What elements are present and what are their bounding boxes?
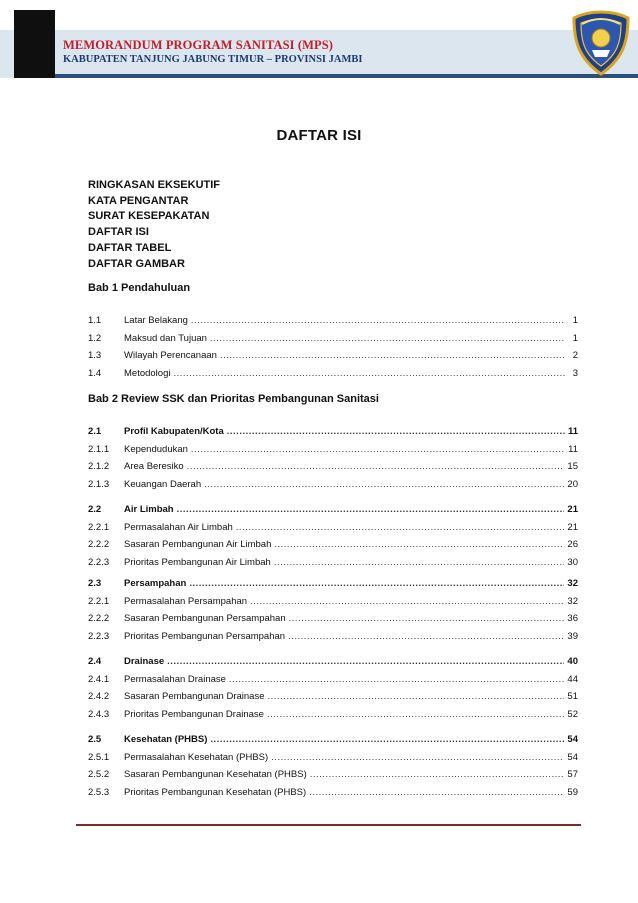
toc-entry-label: Prioritas Pembangunan Air Limbah <box>124 556 271 568</box>
toc-entry-label: Kependudukan <box>124 443 188 455</box>
toc-leader-dots <box>191 315 565 326</box>
toc-entry-page: 21 <box>567 504 578 515</box>
toc-entry-number: 1.1 <box>88 315 102 326</box>
toc-entry-number: 2.1.2 <box>88 461 110 472</box>
toc-entry-number: 2.1 <box>88 426 102 437</box>
toc-entry-page: 39 <box>567 630 578 642</box>
toc-leader-dots <box>267 709 564 720</box>
toc-leader-dots <box>229 674 565 685</box>
toc-entry[interactable] <box>88 461 578 479</box>
toc-leader-dots <box>187 461 565 472</box>
toc-entry-page: 26 <box>567 539 578 550</box>
toc-entry-page: 32 <box>567 578 578 589</box>
toc-entry[interactable] <box>88 578 578 596</box>
toc-entry-label: Permasalahan Persampahan <box>124 595 248 607</box>
toc-entry-label: Permasalahan Air Limbah <box>124 521 233 533</box>
toc-entry-number: 2.1.1 <box>88 443 110 455</box>
toc-entry-page: 1 <box>572 315 578 326</box>
toc-leader-dots <box>236 522 565 533</box>
toc-entry-page: 52 <box>567 708 578 720</box>
toc-entry-label: Sasaran Pembangunan Persampahan <box>124 613 286 624</box>
header-black-block <box>14 10 55 78</box>
toc-section <box>88 656 578 726</box>
chapter-heading[interactable]: Bab 2 Review SSK dan Prioritas Pembangunan Sanitasi <box>88 393 379 405</box>
toc-section <box>88 504 578 574</box>
toc-entry-label: Permasalahan Kesehatan (PHBS) <box>124 751 269 763</box>
toc-entry[interactable] <box>88 596 578 614</box>
toc-entry[interactable] <box>88 539 578 557</box>
toc-entry-number: 2.4.3 <box>88 708 110 720</box>
toc-leader-dots <box>191 444 565 455</box>
toc-entry-label: Kesehatan (PHBS) <box>124 734 208 745</box>
toc-entry[interactable] <box>88 787 578 805</box>
toc-entry-page: 1 <box>572 332 578 344</box>
toc-leader-dots <box>167 656 564 667</box>
toc-entry-label: Persampahan <box>124 578 187 589</box>
toc-leader-dots <box>271 752 564 763</box>
front-matter-item[interactable]: DAFTAR GAMBAR <box>88 257 185 270</box>
toc-entry-number: 2.1.3 <box>88 478 110 490</box>
toc-entry[interactable] <box>88 674 578 692</box>
toc-entry-label: Prioritas Pembangunan Kesehatan (PHBS) <box>124 786 307 798</box>
toc-entry-label: Metodologi <box>124 367 171 379</box>
toc-entry-page: 51 <box>567 691 578 702</box>
front-matter-item[interactable]: KATA PENGANTAR <box>88 194 189 207</box>
toc-entry-page: 3 <box>572 367 578 379</box>
toc-leader-dots <box>210 734 564 745</box>
toc-entry[interactable] <box>88 315 578 333</box>
toc-section <box>88 578 578 648</box>
toc-entry[interactable] <box>88 557 578 575</box>
toc-entry-number: 2.5.2 <box>88 769 110 780</box>
toc-entry-label: Keuangan Daerah <box>124 478 202 490</box>
toc-leader-dots <box>250 596 564 607</box>
toc-entry-label: Profil Kabupaten/Kota <box>124 426 224 437</box>
toc-leader-dots <box>177 504 565 515</box>
front-matter-item[interactable]: DAFTAR TABEL <box>88 241 172 254</box>
chapter-heading[interactable]: Bab 1 Pendahuluan <box>88 282 191 294</box>
toc-entry-number: 2.2.2 <box>88 613 110 624</box>
toc-leader-dots <box>204 479 564 490</box>
toc-leader-dots <box>309 787 564 798</box>
regency-crest-icon <box>570 10 632 76</box>
toc-entry-label: Drainase <box>124 656 165 667</box>
toc-entry-number: 2.4.1 <box>88 673 110 685</box>
toc-entry-label: Sasaran Pembangunan Kesehatan (PHBS) <box>124 769 307 780</box>
toc-entry[interactable] <box>88 752 578 770</box>
toc-entry-page: 57 <box>567 769 578 780</box>
toc-entry-label: Permasalahan Drainase <box>124 673 226 685</box>
toc-entry-label: Area Beresiko <box>124 461 184 472</box>
toc-entry-page: 54 <box>567 751 578 763</box>
toc-entry[interactable] <box>88 769 578 787</box>
toc-entry-page: 20 <box>567 478 578 490</box>
toc-leader-dots <box>220 350 565 361</box>
toc-entry[interactable] <box>88 522 578 540</box>
toc-leader-dots <box>210 333 565 344</box>
toc-entry-page: 15 <box>567 461 578 472</box>
toc-entry[interactable] <box>88 613 578 631</box>
header-title: MEMORANDUM PROGRAM SANITASI (MPS) <box>63 38 334 52</box>
toc-entry-page: 30 <box>567 556 578 568</box>
toc-section <box>88 426 578 496</box>
toc-entry-label: Prioritas Pembangunan Drainase <box>124 708 264 720</box>
front-matter-item[interactable]: DAFTAR ISI <box>88 226 149 239</box>
toc-leader-dots <box>173 368 565 379</box>
toc-leader-dots <box>288 631 564 642</box>
toc-leader-dots <box>310 769 565 780</box>
toc-entry-page: 11 <box>567 426 578 437</box>
toc-section <box>88 315 578 385</box>
toc-entry-page: 40 <box>567 656 578 667</box>
toc-entry[interactable] <box>88 444 578 462</box>
toc-entry-page: 21 <box>567 521 578 533</box>
toc-entry-number: 2.4.2 <box>88 691 110 702</box>
toc-entry-label: Wilayah Perencanaan <box>124 350 217 361</box>
header-rule <box>55 74 638 78</box>
toc-entry[interactable] <box>88 734 578 752</box>
toc-entry[interactable] <box>88 368 578 386</box>
footer-rule <box>76 824 581 826</box>
toc-leader-dots <box>274 539 564 550</box>
toc-entry-number: 2.5 <box>88 734 102 745</box>
toc-entry-label: Latar Belakang <box>124 315 188 326</box>
toc-entry-number: 2.2.1 <box>88 521 110 533</box>
toc-section <box>88 734 578 804</box>
toc-leader-dots <box>289 613 565 624</box>
toc-entry-number: 2.5.3 <box>88 786 110 798</box>
toc-entry-number: 2.2.3 <box>88 630 110 642</box>
toc-entry-number: 2.5.1 <box>88 751 110 763</box>
toc-entry-label: Air Limbah <box>124 504 174 515</box>
toc-entry-label: Maksud dan Tujuan <box>124 332 207 344</box>
toc-entry[interactable] <box>88 709 578 727</box>
toc-entry[interactable] <box>88 479 578 497</box>
toc-entry-page: 2 <box>572 350 578 361</box>
toc-entry[interactable] <box>88 333 578 351</box>
header-subtitle: KABUPATEN TANJUNG JABUNG TIMUR – PROVINSI JAMBI <box>63 54 363 65</box>
toc-entry-page: 59 <box>567 786 578 798</box>
toc-entry-page: 54 <box>567 734 578 745</box>
toc-entry-number: 2.2 <box>88 504 102 515</box>
toc-entry-label: Sasaran Pembangunan Drainase <box>124 691 265 702</box>
toc-entry[interactable] <box>88 691 578 709</box>
toc-entry-number: 2.2.2 <box>88 539 110 550</box>
toc-leader-dots <box>274 557 565 568</box>
toc-entry[interactable] <box>88 631 578 649</box>
toc-entry-number: 1.4 <box>88 367 102 379</box>
toc-entry-number: 2.2.1 <box>88 595 110 607</box>
toc-entry[interactable] <box>88 504 578 522</box>
front-matter-list <box>88 178 220 272</box>
toc-entry-number: 2.4 <box>88 656 102 667</box>
toc-entry-number: 1.2 <box>88 332 102 344</box>
toc-entry-number: 2.2.3 <box>88 556 110 568</box>
toc-entry-number: 1.3 <box>88 350 102 361</box>
toc-entry-label: Sasaran Pembangunan Air Limbah <box>124 539 272 550</box>
front-matter-item[interactable]: SURAT KESEPAKATAN <box>88 210 210 223</box>
toc-entry-number: 2.3 <box>88 578 102 589</box>
toc-leader-dots <box>267 691 564 702</box>
toc-leader-dots <box>227 426 565 437</box>
toc-entry-label: Prioritas Pembangunan Persampahan <box>124 630 286 642</box>
toc-entry-page: 36 <box>567 613 578 624</box>
toc-leader-dots <box>189 578 564 589</box>
toc-entry-page: 11 <box>568 443 578 455</box>
front-matter-item[interactable]: RINGKASAN EKSEKUTIF <box>88 179 221 191</box>
document-title: DAFTAR ISI <box>276 127 362 144</box>
toc-entry-page: 44 <box>567 673 578 685</box>
toc-entry-page: 32 <box>567 595 578 607</box>
toc-entry[interactable] <box>88 656 578 674</box>
toc-entry[interactable] <box>88 426 578 444</box>
toc-entry[interactable] <box>88 350 578 368</box>
